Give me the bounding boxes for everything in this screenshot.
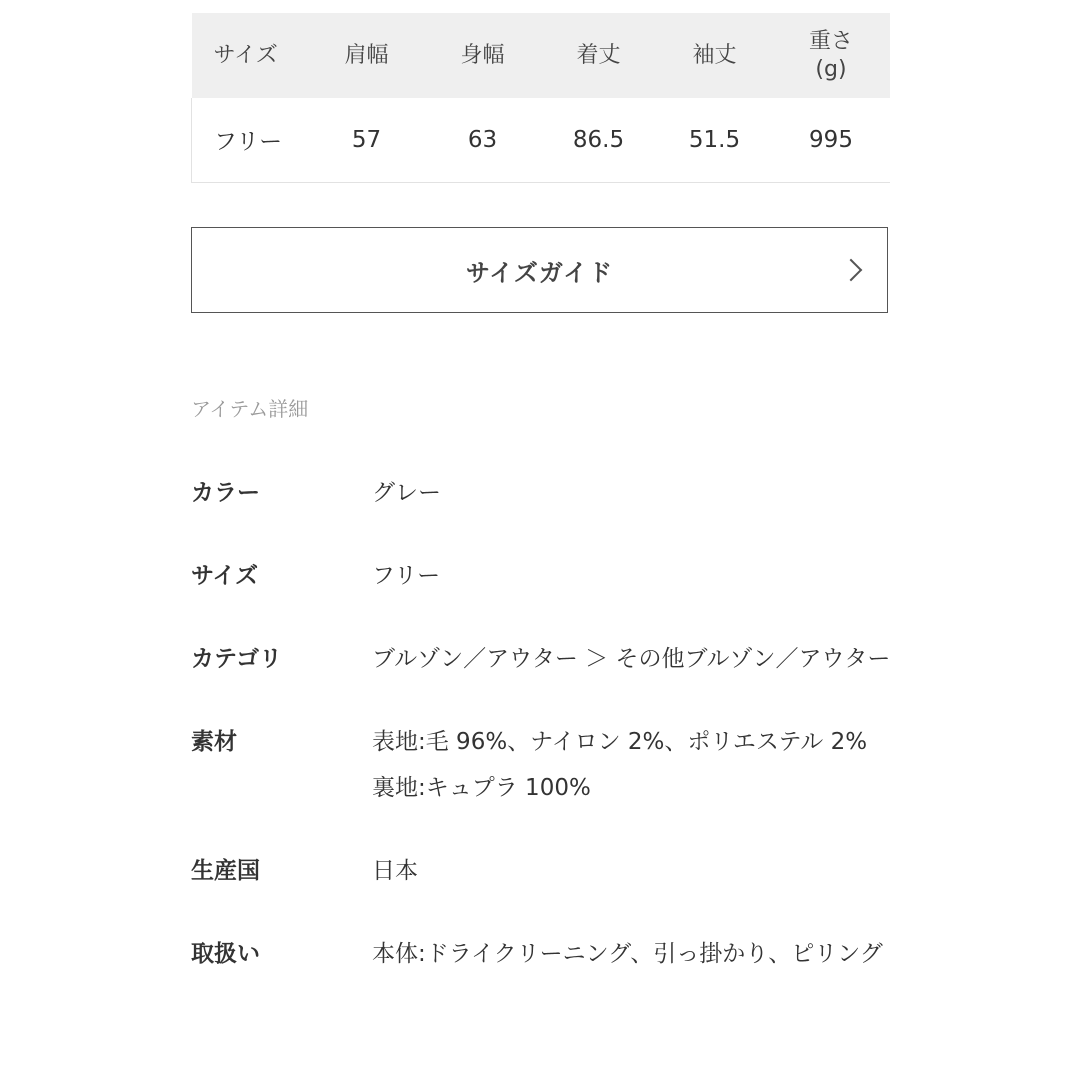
table-row	[192, 98, 890, 182]
size-table-header-sleeve: 袖丈	[692, 42, 737, 68]
size-table-header-weight	[773, 13, 890, 98]
weight-unit: (g)	[815, 56, 847, 82]
detail-row-country	[191, 848, 891, 894]
detail-value: フリー	[372, 563, 441, 589]
detail-row-color	[191, 470, 891, 516]
detail-label: 素材	[191, 729, 237, 755]
item-details-title: アイテム詳細	[191, 397, 309, 421]
size-table-header-row	[192, 13, 890, 98]
size-guide-button[interactable]	[191, 227, 888, 313]
table-cell-weight: 995	[809, 126, 853, 153]
detail-label: カテゴリ	[191, 646, 283, 672]
detail-row-care	[191, 931, 891, 977]
size-guide-label: サイズガイド	[465, 258, 614, 287]
detail-label: サイズ	[191, 563, 259, 589]
detail-label: カラー	[191, 480, 260, 506]
detail-label: 取扱い	[191, 941, 260, 967]
detail-value: 日本	[372, 858, 418, 884]
table-cell-size: フリー	[192, 98, 309, 182]
table-cell-length: 86.5	[572, 126, 625, 153]
detail-label: 生産国	[191, 858, 260, 884]
table-cell-shoulder: 57	[351, 126, 382, 153]
size-table-header-length: 着丈	[576, 42, 621, 68]
detail-value: ブルゾン／アウター ＞ その他ブルゾン／アウター	[372, 646, 891, 672]
size-table	[191, 13, 890, 183]
size-table-header-shoulder: 肩幅	[344, 42, 389, 68]
detail-row-category	[191, 636, 891, 682]
detail-value: 表地:毛 96%、ナイロン 2%、ポリエステル 2% 裏地:キュプラ 100%	[372, 729, 868, 801]
detail-value: 本体:ドライクリーニング、引っ掛かり、ピリング	[372, 941, 883, 967]
table-cell-sleeve: 51.5	[688, 126, 741, 153]
item-details-list	[191, 470, 891, 1014]
detail-row-material	[191, 719, 891, 811]
table-cell-width: 63	[467, 126, 498, 153]
detail-row-size	[191, 553, 891, 599]
chevron-right-icon	[840, 259, 863, 282]
detail-value: グレー	[372, 480, 441, 506]
size-table-header-size: サイズ	[213, 42, 278, 68]
size-table-header-width: 身幅	[460, 42, 505, 68]
weight-label: 重さ	[808, 28, 853, 54]
